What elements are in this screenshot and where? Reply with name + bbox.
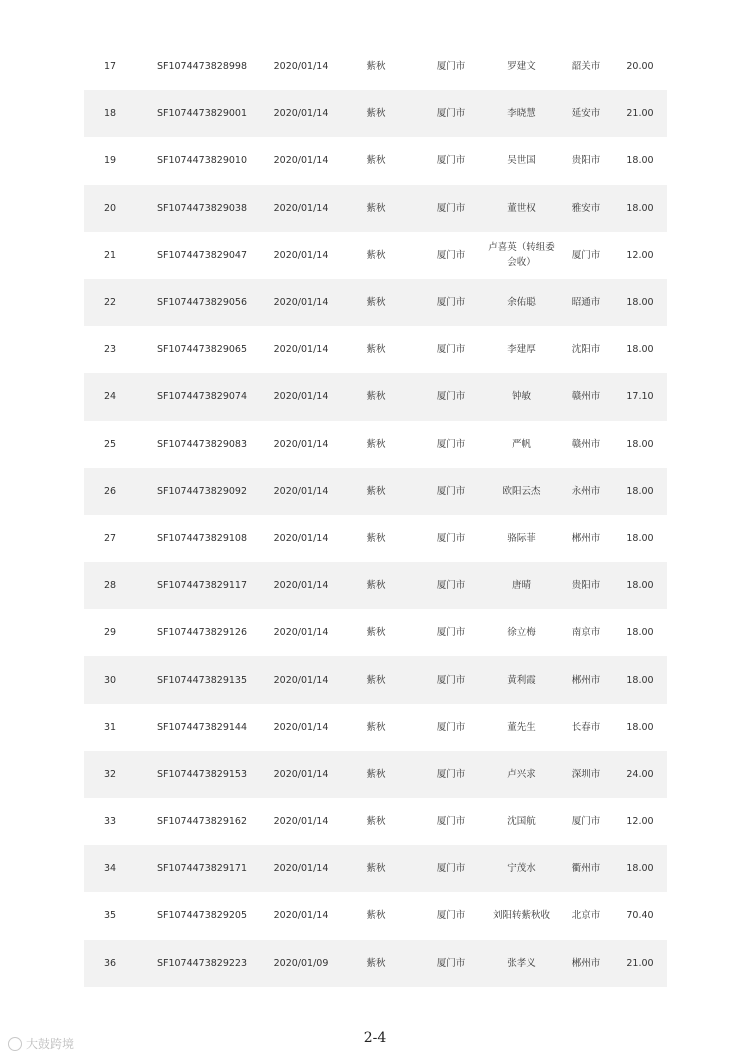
table-row xyxy=(84,845,667,892)
destination-city-cell: 长春市 xyxy=(571,721,601,733)
ship-date-cell: 2020/01/14 xyxy=(273,344,329,356)
sender-name-cell: 紫秋 xyxy=(366,391,386,403)
origin-city-cell: 厦门市 xyxy=(436,863,466,875)
table-row xyxy=(84,798,667,845)
tracking-number-cell: SF1074473829153 xyxy=(156,768,248,780)
tracking-number-cell: SF1074473828998 xyxy=(156,61,248,73)
table-row xyxy=(84,704,667,751)
amount-cell: 18.00 xyxy=(626,627,654,639)
table-row xyxy=(84,43,667,90)
destination-city-cell: 延安市 xyxy=(571,108,601,120)
tracking-number-cell: SF1074473829047 xyxy=(156,249,248,261)
tracking-number-cell: SF1074473829010 xyxy=(156,155,248,167)
sender-name-cell: 紫秋 xyxy=(366,202,386,214)
amount-cell: 18.00 xyxy=(626,580,654,592)
ship-date-cell: 2020/01/14 xyxy=(273,627,329,639)
destination-city-cell: 韶关市 xyxy=(571,61,601,73)
recipient-name-cell: 罗建文 xyxy=(507,61,536,73)
sender-name-cell: 紫秋 xyxy=(366,910,386,922)
origin-city-cell: 厦门市 xyxy=(436,485,466,497)
tracking-number-cell: SF1074473829162 xyxy=(156,816,248,828)
table-row xyxy=(84,137,667,184)
ship-date-cell: 2020/01/14 xyxy=(273,155,329,167)
table-row xyxy=(84,515,667,562)
table-row xyxy=(84,326,667,373)
row-number-cell: 24 xyxy=(103,391,117,403)
destination-city-cell: 南京市 xyxy=(571,627,601,639)
origin-city-cell: 厦门市 xyxy=(436,438,466,450)
tracking-number-cell: SF1074473829117 xyxy=(156,580,248,592)
ship-date-cell: 2020/01/14 xyxy=(273,674,329,686)
row-number-cell: 21 xyxy=(103,249,117,261)
destination-city-cell: 深圳市 xyxy=(571,768,601,780)
amount-cell: 20.00 xyxy=(626,61,654,73)
origin-city-cell: 厦门市 xyxy=(436,108,466,120)
row-number-cell: 29 xyxy=(103,627,117,639)
ship-date-cell: 2020/01/14 xyxy=(273,108,329,120)
sender-name-cell: 紫秋 xyxy=(366,297,386,309)
destination-city-cell: 昭通市 xyxy=(571,297,601,309)
sender-name-cell: 紫秋 xyxy=(366,108,386,120)
tracking-number-cell: SF1074473829135 xyxy=(156,674,248,686)
table-row xyxy=(84,562,667,609)
row-number-cell: 36 xyxy=(103,957,117,969)
row-number-cell: 17 xyxy=(103,61,117,73)
ship-date-cell: 2020/01/14 xyxy=(273,768,329,780)
recipient-name-cell: 卢喜英（转组委会收） xyxy=(488,242,555,269)
ship-date-cell: 2020/01/14 xyxy=(273,816,329,828)
row-number-cell: 18 xyxy=(103,108,117,120)
table-row xyxy=(84,279,667,326)
row-number-cell: 26 xyxy=(103,485,117,497)
recipient-name-cell: 刘阳转紫秋收 xyxy=(492,910,550,922)
origin-city-cell: 厦门市 xyxy=(436,721,466,733)
recipient-name-cell: 严帆 xyxy=(511,438,531,450)
recipient-name-cell: 沈国航 xyxy=(507,816,536,828)
amount-cell: 21.00 xyxy=(626,108,654,120)
row-number-cell: 25 xyxy=(103,438,117,450)
destination-city-cell: 郴州市 xyxy=(571,532,601,544)
destination-city-cell: 永州市 xyxy=(571,485,601,497)
row-number-cell: 23 xyxy=(103,344,117,356)
origin-city-cell: 厦门市 xyxy=(436,627,466,639)
destination-city-cell: 贵阳市 xyxy=(571,580,601,592)
table-row xyxy=(84,892,667,939)
amount-cell: 17.10 xyxy=(626,391,654,403)
tracking-number-cell: SF1074473829144 xyxy=(156,721,248,733)
sender-name-cell: 紫秋 xyxy=(366,721,386,733)
ship-date-cell: 2020/01/09 xyxy=(273,957,329,969)
ship-date-cell: 2020/01/14 xyxy=(273,580,329,592)
ship-date-cell: 2020/01/14 xyxy=(273,721,329,733)
tracking-number-cell: SF1074473829108 xyxy=(156,532,248,544)
recipient-name-cell: 李建厚 xyxy=(507,344,536,356)
amount-cell: 18.00 xyxy=(626,344,654,356)
tracking-number-cell: SF1074473829065 xyxy=(156,344,248,356)
sender-name-cell: 紫秋 xyxy=(366,485,386,497)
row-number-cell: 28 xyxy=(103,580,117,592)
ship-date-cell: 2020/01/14 xyxy=(273,485,329,497)
destination-city-cell: 郴州市 xyxy=(571,674,601,686)
amount-cell: 18.00 xyxy=(626,297,654,309)
row-number-cell: 35 xyxy=(103,910,117,922)
watermark-text: 大鼓跨境 xyxy=(26,1037,75,1051)
row-number-cell: 20 xyxy=(103,202,117,214)
tracking-number-cell: SF1074473829205 xyxy=(156,910,248,922)
destination-city-cell: 衢州市 xyxy=(571,863,601,875)
destination-city-cell: 北京市 xyxy=(571,910,601,922)
destination-city-cell: 雅安市 xyxy=(571,202,601,214)
ship-date-cell: 2020/01/14 xyxy=(273,391,329,403)
tracking-number-cell: SF1074473829056 xyxy=(156,297,248,309)
origin-city-cell: 厦门市 xyxy=(436,297,466,309)
amount-cell: 18.00 xyxy=(626,485,654,497)
recipient-name-cell: 宁茂水 xyxy=(507,863,536,875)
origin-city-cell: 厦门市 xyxy=(436,249,466,261)
table-row xyxy=(84,90,667,137)
recipient-name-cell: 骆际菲 xyxy=(507,532,536,544)
ship-date-cell: 2020/01/14 xyxy=(273,297,329,309)
amount-cell: 24.00 xyxy=(626,768,654,780)
sender-name-cell: 紫秋 xyxy=(366,816,386,828)
origin-city-cell: 厦门市 xyxy=(436,532,466,544)
table-row xyxy=(84,656,667,703)
sender-name-cell: 紫秋 xyxy=(366,155,386,167)
amount-cell: 18.00 xyxy=(626,438,654,450)
ship-date-cell: 2020/01/14 xyxy=(273,532,329,544)
ship-date-cell: 2020/01/14 xyxy=(273,910,329,922)
tracking-number-cell: SF1074473829171 xyxy=(156,863,248,875)
amount-cell: 18.00 xyxy=(626,202,654,214)
amount-cell: 18.00 xyxy=(626,674,654,686)
row-number-cell: 22 xyxy=(103,297,117,309)
table-row xyxy=(84,373,667,420)
sender-name-cell: 紫秋 xyxy=(366,768,386,780)
recipient-name-cell: 欧阳云杰 xyxy=(502,485,541,497)
table-row xyxy=(84,609,667,656)
tracking-number-cell: SF1074473829092 xyxy=(156,485,248,497)
row-number-cell: 34 xyxy=(103,863,117,875)
origin-city-cell: 厦门市 xyxy=(436,674,466,686)
row-number-cell: 32 xyxy=(103,768,117,780)
table-row xyxy=(84,185,667,232)
ship-date-cell: 2020/01/14 xyxy=(273,202,329,214)
recipient-name-cell: 卢兴求 xyxy=(507,768,536,780)
ship-date-cell: 2020/01/14 xyxy=(273,61,329,73)
row-number-cell: 33 xyxy=(103,816,117,828)
table-row xyxy=(84,940,667,987)
sender-name-cell: 紫秋 xyxy=(366,532,386,544)
origin-city-cell: 厦门市 xyxy=(436,768,466,780)
recipient-name-cell: 黄利霞 xyxy=(507,674,536,686)
tracking-number-cell: SF1074473829001 xyxy=(156,108,248,120)
sender-name-cell: 紫秋 xyxy=(366,438,386,450)
tracking-number-cell: SF1074473829038 xyxy=(156,202,248,214)
destination-city-cell: 贵阳市 xyxy=(571,155,601,167)
sender-name-cell: 紫秋 xyxy=(366,674,386,686)
origin-city-cell: 厦门市 xyxy=(436,910,466,922)
destination-city-cell: 赣州市 xyxy=(571,438,601,450)
table-row xyxy=(84,751,667,798)
amount-cell: 12.00 xyxy=(626,816,654,828)
tracking-number-cell: SF1074473829074 xyxy=(156,391,248,403)
amount-cell: 18.00 xyxy=(626,721,654,733)
tracking-number-cell: SF1074473829083 xyxy=(156,438,248,450)
watermark xyxy=(8,1035,74,1052)
sender-name-cell: 紫秋 xyxy=(366,863,386,875)
amount-cell: 70.40 xyxy=(626,910,654,922)
watermark-logo-icon xyxy=(8,1037,22,1051)
recipient-name-cell: 唐晴 xyxy=(511,580,531,592)
origin-city-cell: 厦门市 xyxy=(436,580,466,592)
row-number-cell: 30 xyxy=(103,674,117,686)
origin-city-cell: 厦门市 xyxy=(436,61,466,73)
origin-city-cell: 厦门市 xyxy=(436,816,466,828)
origin-city-cell: 厦门市 xyxy=(436,202,466,214)
recipient-name-cell: 钟敏 xyxy=(511,391,531,403)
amount-cell: 18.00 xyxy=(626,532,654,544)
table-row xyxy=(84,421,667,468)
amount-cell: 18.00 xyxy=(626,863,654,875)
sender-name-cell: 紫秋 xyxy=(366,344,386,356)
recipient-name-cell: 余佑聪 xyxy=(507,297,536,309)
recipient-name-cell: 董世权 xyxy=(507,202,536,214)
sender-name-cell: 紫秋 xyxy=(366,580,386,592)
tracking-number-cell: SF1074473829223 xyxy=(156,957,248,969)
origin-city-cell: 厦门市 xyxy=(436,155,466,167)
destination-city-cell: 赣州市 xyxy=(571,391,601,403)
destination-city-cell: 沈阳市 xyxy=(571,344,601,356)
table-row xyxy=(84,232,667,279)
sender-name-cell: 紫秋 xyxy=(366,957,386,969)
shipment-table xyxy=(84,43,667,987)
destination-city-cell: 厦门市 xyxy=(571,816,601,828)
destination-city-cell: 郴州市 xyxy=(571,957,601,969)
sender-name-cell: 紫秋 xyxy=(366,627,386,639)
recipient-name-cell: 吴世国 xyxy=(507,155,536,167)
sender-name-cell: 紫秋 xyxy=(366,249,386,261)
recipient-name-cell: 张孝义 xyxy=(507,957,536,969)
page-number: 2-4 xyxy=(363,1030,387,1046)
ship-date-cell: 2020/01/14 xyxy=(273,438,329,450)
ship-date-cell: 2020/01/14 xyxy=(273,249,329,261)
tracking-number-cell: SF1074473829126 xyxy=(156,627,248,639)
amount-cell: 21.00 xyxy=(626,957,654,969)
destination-city-cell: 厦门市 xyxy=(571,249,601,261)
row-number-cell: 19 xyxy=(103,155,117,167)
origin-city-cell: 厦门市 xyxy=(436,391,466,403)
amount-cell: 12.00 xyxy=(626,249,654,261)
amount-cell: 18.00 xyxy=(626,155,654,167)
row-number-cell: 27 xyxy=(103,532,117,544)
recipient-name-cell: 董先生 xyxy=(507,721,536,733)
sender-name-cell: 紫秋 xyxy=(366,61,386,73)
row-number-cell: 31 xyxy=(103,721,117,733)
table-row xyxy=(84,468,667,515)
ship-date-cell: 2020/01/14 xyxy=(273,863,329,875)
origin-city-cell: 厦门市 xyxy=(436,957,466,969)
recipient-name-cell: 徐立梅 xyxy=(507,627,536,639)
origin-city-cell: 厦门市 xyxy=(436,344,466,356)
recipient-name-cell: 李晓慧 xyxy=(507,108,536,120)
